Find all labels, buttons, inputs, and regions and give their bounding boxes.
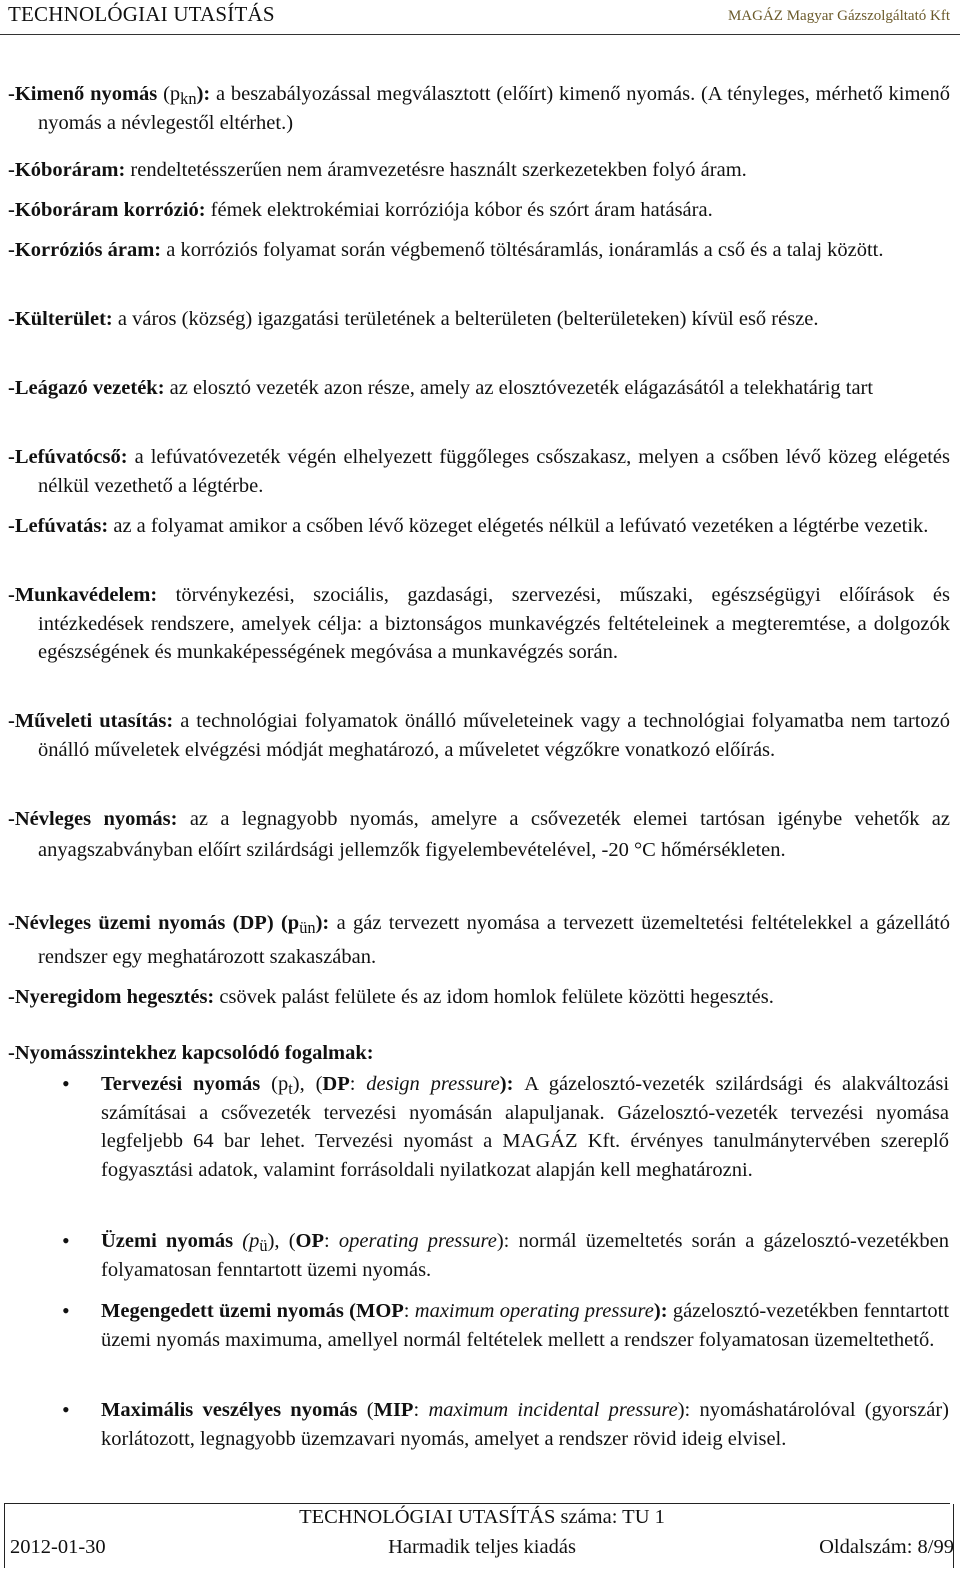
definition-entry	[8, 156, 950, 185]
page-footer	[4, 1503, 954, 1568]
definition-entry	[8, 906, 950, 974]
item-part: ), (	[292, 1073, 323, 1095]
footer-page-number: Oldalszám: 8/99	[819, 1536, 954, 1558]
item-text: gázelosztó-vezetékben fenntartott üzemi nyomás maximuma, amellyel normál feltételek mellett a rendszer folyamatosan üzemeltethető.	[101, 1300, 950, 1351]
item-lead: Megengedett üzemi nyomás	[101, 1300, 344, 1322]
item-abbr: DP	[322, 1073, 350, 1095]
definition-entry	[8, 305, 950, 334]
definition-entry	[8, 512, 950, 541]
entry-subscript: kn	[180, 89, 197, 108]
item-text: normál üzemeltetés során a gázelosztó-vezetékben folyamatosan fenntartott üzemi nyomás.	[101, 1230, 950, 1281]
item-text: A gázelosztó-vezeték szilárdsági és alakváltozási számításai a csővezeték tervezési nyomásán alapuljanak. Gázelosztó-vezeték tervezési nyomása legfeljebb 64 bar lehet. Tervezési nyomást a MAGÁZ Kft. érvényes tanulmánytervében szereplő fogyasztási adatok, valamint forrásoldali nyilatkozat alapján kell meghatározni.	[101, 1073, 950, 1181]
bullet-icon: •	[62, 1397, 70, 1422]
entry-term-end: ):	[196, 83, 216, 105]
bullet-icon: •	[62, 1228, 70, 1253]
entry-text: a korróziós folyamat során végbemenő töltésáramlás, ionáramlás a cső és a talaj között.	[161, 239, 884, 261]
item-part: (p	[260, 1073, 289, 1095]
list-item	[101, 1297, 949, 1354]
entry-term: -Névleges üzemi nyomás (DP) (p	[8, 912, 300, 934]
item-part: ):	[499, 1073, 525, 1095]
definition-entry	[8, 374, 950, 403]
definition-entry	[8, 983, 950, 1012]
entry-term: -Külterület:	[8, 308, 113, 330]
entry-term-suffix: (p	[157, 83, 181, 105]
item-part: (	[343, 1300, 356, 1322]
entry-term: -Munkavédelem:	[8, 584, 158, 606]
item-part: :	[349, 1073, 367, 1095]
item-english: maximum incidental pressure	[428, 1399, 678, 1421]
item-lead: Maximális veszélyes nyomás	[101, 1399, 358, 1421]
entry-term: -Korróziós áram:	[8, 239, 162, 261]
footer-edition: Harmadik teljes kiadás	[388, 1536, 576, 1558]
item-part: ):	[653, 1300, 673, 1322]
definition-entry	[8, 581, 950, 667]
list-item	[101, 1227, 949, 1284]
item-part: (	[357, 1399, 374, 1421]
section-title: -Nyomásszintekhez kapcsolódó fogalmak:	[8, 1042, 374, 1064]
entry-text: az a folyamat amikor a csőben lévő közeget elégetés nélkül a lefúvató vezetéken a légtérbe vezetik.	[108, 515, 929, 537]
item-subscript: ü	[259, 1236, 268, 1255]
item-part: :	[324, 1230, 339, 1252]
entry-text: a technológiai folyamatok önálló műveleteinek vagy a technológiai folyamatba nem tartozó önálló műveletek elvégzési módját meghatározó, a műveletet végzőkre vonatkozó előírás.	[38, 710, 951, 761]
definition-entry	[8, 804, 950, 866]
list-item	[101, 1396, 949, 1453]
entry-subscript: ün	[299, 918, 316, 937]
page-header	[0, 0, 960, 35]
item-abbr: MOP	[355, 1300, 404, 1322]
item-part: ):	[496, 1230, 519, 1252]
item-text: nyomáshatárolóval (gyorszár) korlátozott, legnagyobb üzemzavari nyomás, amelyet a rendszer rövid ideig elvisel.	[101, 1399, 950, 1450]
footer-date: 2012-01-30	[10, 1536, 106, 1558]
entry-text: a gáz tervezett nyomása a tervezett üzemeltetési feltételekkel a gázellátó rendszer egy meghatározott szakaszában.	[38, 912, 950, 968]
entry-text: rendeltetésszerűen nem áramvezetésre használt szerkezetekben folyó áram.	[125, 159, 747, 181]
entry-text: az a legnagyobb nyomás, amelyre a csővezeték elemei tartósan igénybe vehetők az anyagszabványban előírt szilárdsági jellemzők figyelembevételével, -20 °C hőmérsékleten.	[38, 808, 950, 861]
item-part: (p	[233, 1230, 260, 1252]
footer-doc-number: TECHNOLÓGIAI UTASÍTÁS száma: TU 1	[299, 1506, 665, 1528]
item-part: :	[413, 1399, 429, 1421]
entry-term: -Kimenő nyomás	[8, 83, 158, 105]
item-abbr: MIP	[373, 1399, 414, 1421]
entry-term: -Kóboráram:	[8, 159, 126, 181]
entry-term: -Lefúvatócső:	[8, 446, 128, 468]
item-subscript: t	[288, 1079, 293, 1098]
entry-text: fémek elektrokémiai korróziója kóbor és szórt áram hatására.	[205, 199, 713, 221]
item-english: design pressure	[366, 1073, 500, 1095]
entry-term: -Névleges nyomás:	[8, 808, 178, 830]
entry-text: törvénykezési, szociális, gazdasági, szervezési, műszaki, egészségügyi előírások és intézkedések rendszere, amelyek célja: a biztonságos munkavégzés feltételeinek a megteremtése, a dolgozók egészségének és munkaképességének megóvása a munkavégzés során.	[38, 584, 950, 663]
item-english: maximum operating pressure	[414, 1300, 654, 1322]
item-lead: Tervezési nyomás	[101, 1073, 261, 1095]
item-part: ):	[677, 1399, 700, 1421]
header-company: MAGÁZ Magyar Gázszolgáltató Kft	[727, 8, 950, 24]
entry-text: a beszabályozással megválasztott (előírt) kimenő nyomás. (A tényleges, mérhető kimenő nyomás a névlegestől eltérhet.)	[38, 83, 951, 134]
item-english: operating pressure	[338, 1230, 497, 1252]
definition-entry	[8, 236, 950, 265]
item-part: ), (	[267, 1230, 296, 1252]
list-item	[101, 1070, 949, 1184]
entry-text: az elosztó vezeték azon része, amely az elosztóvezeték elágazásától a telekhatárig tart	[164, 377, 874, 399]
entry-term: -Leágazó vezeték:	[8, 377, 165, 399]
definition-entry	[8, 443, 950, 500]
definition-entry	[8, 80, 950, 137]
bullet-icon: •	[62, 1298, 70, 1323]
definition-entry	[8, 707, 950, 764]
entry-term: -Nyeregidom hegesztés:	[8, 986, 215, 1008]
item-abbr: OP	[295, 1230, 324, 1252]
entry-text: a város (község) igazgatási területének a belterületen (belterületeken) kívül eső része.	[112, 308, 819, 330]
item-lead: Üzemi nyomás	[101, 1230, 234, 1252]
entry-text: csövek palást felülete és az idom homlok felülete közötti hegesztés.	[214, 986, 774, 1008]
bullet-icon: •	[62, 1071, 70, 1096]
header-title: TECHNOLÓGIAI UTASÍTÁS	[8, 2, 275, 26]
entry-term: -Kóboráram korrózió:	[8, 199, 206, 221]
entry-term-end: ):	[315, 912, 330, 934]
definition-entry	[8, 196, 950, 225]
item-part: :	[403, 1300, 415, 1322]
entry-term: -Műveleti utasítás:	[8, 710, 174, 732]
entry-text: a lefúvatóvezeték végén elhelyezett függőleges csőszakasz, melyen a csőben lévő közeg elégetés nélkül vezethető a légtérbe.	[38, 446, 950, 497]
entry-term: -Lefúvatás:	[8, 515, 109, 537]
